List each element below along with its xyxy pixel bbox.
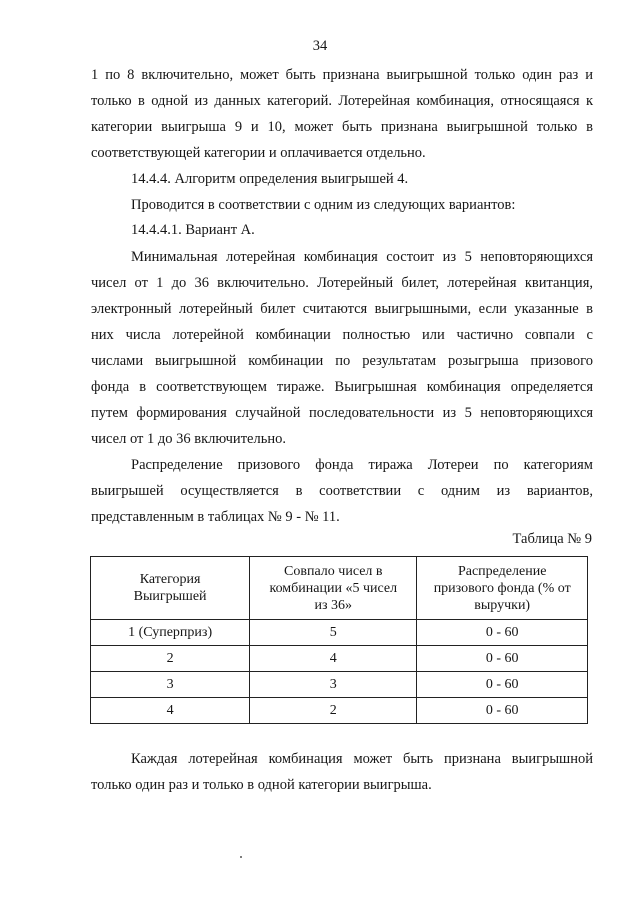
text-line: числами выигрышной комбинации по результатам розыгрыша призового — [91, 353, 593, 369]
text-line: соответствующей категории и оплачивается отдельно. — [91, 145, 426, 161]
prize-distribution-table — [90, 556, 588, 724]
cell-share: 0 - 60 — [417, 672, 588, 698]
header-matched-numbers: Совпало чисел в комбинации «5 чисел из 36» — [250, 557, 417, 620]
page-number: 34 — [312, 38, 328, 54]
table-row — [91, 672, 588, 698]
text-line: только в одной из данных категорий. Лотерейная комбинация, относящаяся к — [91, 93, 593, 109]
text-line: чисел от 1 до 36 включительно. Лотерейный билет, лотерейная квитанция, — [91, 275, 593, 291]
text-line: электронный лотерейный билет считаются выигрышными, если указанные в — [91, 301, 593, 317]
section-heading: 14.4.4. Алгоритм определения выигрышей 4. — [131, 171, 409, 187]
text-line: путем формирования случайной последовательности из 5 неповторяющихся — [91, 405, 593, 421]
text-line: Каждая лотерейная комбинация может быть признана выигрышной — [131, 751, 593, 767]
text-line: только один раз и только в одной категории выигрыша. — [91, 777, 432, 793]
cell-matched: 5 — [250, 620, 417, 646]
text-line: чисел от 1 до 36 включительно. — [91, 431, 286, 447]
table-row — [91, 698, 588, 724]
cell-share: 0 - 60 — [417, 698, 588, 724]
text-line: Минимальная лотерейная комбинация состоит из 5 неповторяющихся — [131, 249, 593, 265]
text-line: категории выигрыша 9 и 10, может быть признана выигрышной только в — [91, 119, 593, 135]
cell-matched: 4 — [250, 646, 417, 672]
table-header-row — [91, 557, 588, 620]
cell-matched: 2 — [250, 698, 417, 724]
text-line: них числа лотерейной комбинации полностью или частично совпали с — [91, 327, 593, 343]
cell-category: 3 — [91, 672, 250, 698]
cell-category: 1 (Суперприз) — [91, 620, 250, 646]
text-line: Проводится в соответствии с одним из следующих вариантов: — [131, 197, 516, 213]
cell-category: 4 — [91, 698, 250, 724]
cell-share: 0 - 60 — [417, 646, 588, 672]
header-category: Категория Выигрышей — [91, 557, 250, 620]
header-prize-distribution: Распределение призового фонда (% от выручки) — [417, 557, 588, 620]
section-heading: 14.4.4.1. Вариант А. — [131, 222, 255, 238]
text-line: выигрышей осуществляется в соответствии с одним из вариантов, — [91, 483, 593, 499]
table-row — [91, 620, 588, 646]
cell-matched: 3 — [250, 672, 417, 698]
cell-category: 2 — [91, 646, 250, 672]
text-line: Распределение призового фонда тиража Лотереи по категориям — [131, 457, 593, 473]
scan-speck — [240, 856, 242, 858]
table-caption: Таблица № 9 — [512, 531, 592, 547]
table-row — [91, 646, 588, 672]
text-line: представленным в таблицах № 9 - № 11. — [91, 509, 340, 525]
text-line: 1 по 8 включительно, может быть признана выигрышной только один раз и — [91, 67, 593, 83]
cell-share: 0 - 60 — [417, 620, 588, 646]
text-line: фонда в соответствующем тираже. Выигрышная комбинация определяется — [91, 379, 593, 395]
